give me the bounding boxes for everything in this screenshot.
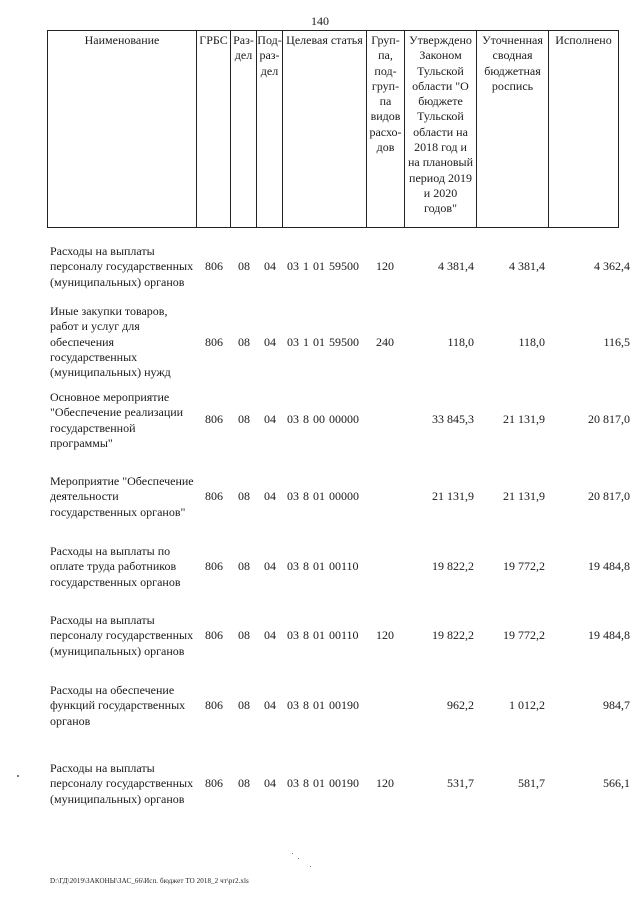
row-podrazdel: 04 — [264, 698, 276, 712]
cs-direction: 00110 — [329, 559, 359, 573]
cs-direction: 00000 — [329, 412, 359, 426]
cs-subprogram: 8 — [303, 698, 309, 712]
scan-speck — [17, 775, 19, 777]
row-refined: 4 381,4 — [509, 259, 545, 273]
row-executed: 566,1 — [603, 776, 630, 790]
row-executed: 984,7 — [603, 698, 630, 712]
cs-direction: 59500 — [329, 259, 359, 273]
header-refined: Уточненная сводная бюджетная роспись — [477, 30, 549, 228]
cs-event: 01 — [313, 776, 325, 790]
row-approved: 531,7 — [447, 776, 474, 790]
scan-speck — [292, 853, 293, 854]
header-name: Наименование — [47, 30, 197, 228]
cs-program: 03 — [287, 259, 299, 273]
header-approved: Утверждено Законом Тульской области "О бюджете Тульской области на 2018 год и на плановый период 2019 и 2020 годов" — [405, 30, 477, 228]
row-grbs: 806 — [205, 698, 223, 712]
row-podrazdel: 04 — [264, 412, 276, 426]
row-approved: 33 845,3 — [432, 412, 474, 426]
row-target-article — [287, 776, 363, 791]
row-target-article — [287, 559, 363, 574]
row-refined: 581,7 — [518, 776, 545, 790]
cs-event: 01 — [313, 489, 325, 503]
row-refined: 21 131,9 — [503, 489, 545, 503]
row-approved: 118,0 — [447, 335, 474, 349]
cs-event: 00 — [313, 412, 325, 426]
row-refined: 118,0 — [518, 335, 545, 349]
row-name: Расходы на обеспечение функций государственных органов — [50, 683, 186, 728]
cs-program: 03 — [287, 412, 299, 426]
row-approved: 19 822,2 — [432, 628, 474, 642]
cs-direction: 00110 — [329, 628, 359, 642]
row-grbs: 806 — [205, 412, 223, 426]
cs-program: 03 — [287, 698, 299, 712]
cs-subprogram: 1 — [303, 335, 309, 349]
row-refined: 19 772,2 — [503, 628, 545, 642]
row-target-article — [287, 698, 363, 713]
row-razdel: 08 — [238, 259, 250, 273]
row-name: Расходы на выплаты персоналу государственных (муниципальных) органов — [50, 244, 194, 289]
cs-subprogram: 8 — [303, 628, 309, 642]
footer-file-path: D:\ГД\2019\ЗАКОНЫ\ЗАС_66\Исп. бюджет ТО 2018_2 чт\pr2.xls — [50, 877, 249, 885]
row-grbs: 806 — [205, 628, 223, 642]
cs-subprogram: 8 — [303, 412, 309, 426]
cs-subprogram: 8 — [303, 559, 309, 573]
row-expense-group: 120 — [376, 259, 394, 273]
row-grbs: 806 — [205, 489, 223, 503]
row-razdel: 08 — [238, 559, 250, 573]
row-razdel: 08 — [238, 776, 250, 790]
row-approved: 19 822,2 — [432, 559, 474, 573]
row-refined: 1 012,2 — [509, 698, 545, 712]
cs-direction: 59500 — [329, 335, 359, 349]
row-podrazdel: 04 — [264, 559, 276, 573]
row-executed: 4 362,4 — [594, 259, 630, 273]
row-approved: 962,2 — [447, 698, 474, 712]
cs-direction: 00190 — [329, 698, 359, 712]
row-name: Расходы на выплаты персоналу государственных (муниципальных) органов — [50, 761, 194, 806]
cs-program: 03 — [287, 559, 299, 573]
row-podrazdel: 04 — [264, 628, 276, 642]
row-grbs: 806 — [205, 776, 223, 790]
row-refined: 21 131,9 — [503, 412, 545, 426]
cs-program: 03 — [287, 335, 299, 349]
row-name: Расходы на выплаты по оплате труда работников государственных органов — [50, 544, 181, 589]
header-target-article: Целевая статья — [283, 30, 367, 228]
row-target-article — [287, 628, 363, 643]
cs-event: 01 — [313, 698, 325, 712]
row-razdel: 08 — [238, 489, 250, 503]
page-number: 140 — [311, 14, 329, 28]
row-executed: 19 484,8 — [588, 628, 630, 642]
header-razdel: Раз- дел — [231, 30, 257, 228]
row-expense-group: 120 — [376, 776, 394, 790]
row-name: Мероприятие "Обеспечение деятельности государственных органов" — [50, 474, 194, 519]
row-razdel: 08 — [238, 412, 250, 426]
header-grbs: ГРБС — [197, 30, 231, 228]
header-podrazdel: Под- раз- дел — [257, 30, 283, 228]
row-razdel: 08 — [238, 335, 250, 349]
row-name: Иные закупки товаров, работ и услуг для обеспечения государственных (муниципальных) нужд — [50, 304, 171, 380]
row-executed: 20 817,0 — [588, 489, 630, 503]
row-razdel: 08 — [238, 698, 250, 712]
cs-event: 01 — [313, 335, 325, 349]
row-podrazdel: 04 — [264, 259, 276, 273]
row-grbs: 806 — [205, 259, 223, 273]
row-target-article — [287, 412, 363, 427]
row-grbs: 806 — [205, 335, 223, 349]
row-expense-group: 240 — [376, 335, 394, 349]
row-refined: 19 772,2 — [503, 559, 545, 573]
row-target-article — [287, 335, 363, 350]
cs-program: 03 — [287, 489, 299, 503]
row-podrazdel: 04 — [264, 489, 276, 503]
row-grbs: 806 — [205, 559, 223, 573]
row-expense-group: 120 — [376, 628, 394, 642]
table-header — [0, 30, 640, 229]
cs-direction: 00000 — [329, 489, 359, 503]
cs-event: 01 — [313, 259, 325, 273]
row-razdel: 08 — [238, 628, 250, 642]
header-expense-group: Груп- па, под- груп- па видов расхо- дов — [367, 30, 405, 228]
row-name: Расходы на выплаты персоналу государственных (муниципальных) органов — [50, 613, 194, 658]
row-podrazdel: 04 — [264, 335, 276, 349]
row-name: Основное мероприятие "Обеспечение реализации государственной программы" — [50, 390, 184, 450]
cs-subprogram: 1 — [303, 259, 309, 273]
scan-speck — [298, 858, 299, 859]
cs-event: 01 — [313, 559, 325, 573]
scan-speck — [310, 866, 311, 867]
cs-program: 03 — [287, 628, 299, 642]
header-executed: Исполнено — [549, 30, 619, 228]
row-executed: 19 484,8 — [588, 559, 630, 573]
row-approved: 4 381,4 — [438, 259, 474, 273]
row-executed: 20 817,0 — [588, 412, 630, 426]
cs-event: 01 — [313, 628, 325, 642]
cs-subprogram: 8 — [303, 776, 309, 790]
cs-direction: 00190 — [329, 776, 359, 790]
row-podrazdel: 04 — [264, 776, 276, 790]
row-executed: 116,5 — [603, 335, 630, 349]
cs-subprogram: 8 — [303, 489, 309, 503]
row-target-article — [287, 489, 363, 504]
row-approved: 21 131,9 — [432, 489, 474, 503]
cs-program: 03 — [287, 776, 299, 790]
row-target-article — [287, 259, 363, 274]
